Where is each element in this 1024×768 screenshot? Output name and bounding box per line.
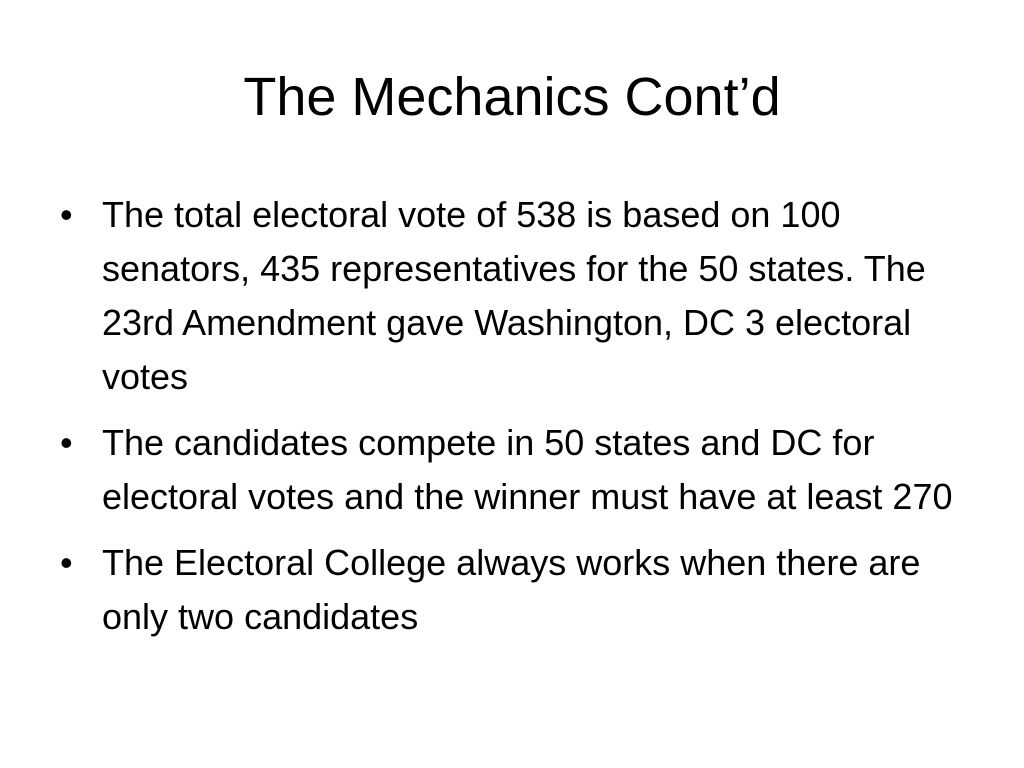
bullet-dot-icon: • — [60, 194, 73, 235]
bullet-list — [60, 188, 980, 656]
bullet-item — [60, 536, 980, 644]
bullet-dot-icon: • — [60, 422, 73, 463]
slide-title: The Mechanics Cont’d — [243, 67, 781, 127]
bullet-dot-icon: • — [60, 542, 73, 583]
bullet-item — [60, 188, 980, 404]
bullet-text: The candidates compete in 50 states and DC for electoral votes and the winner must have at least 270 — [102, 422, 953, 517]
bullet-item — [60, 416, 980, 524]
bullet-text: The total electoral vote of 538 is based on 100 senators, 435 representatives for the 50 states. The 23rd Amendment gave Washington, DC 3 electoral votes — [102, 194, 926, 397]
bullet-text: The Electoral College always works when there are only two candidates — [102, 542, 921, 637]
